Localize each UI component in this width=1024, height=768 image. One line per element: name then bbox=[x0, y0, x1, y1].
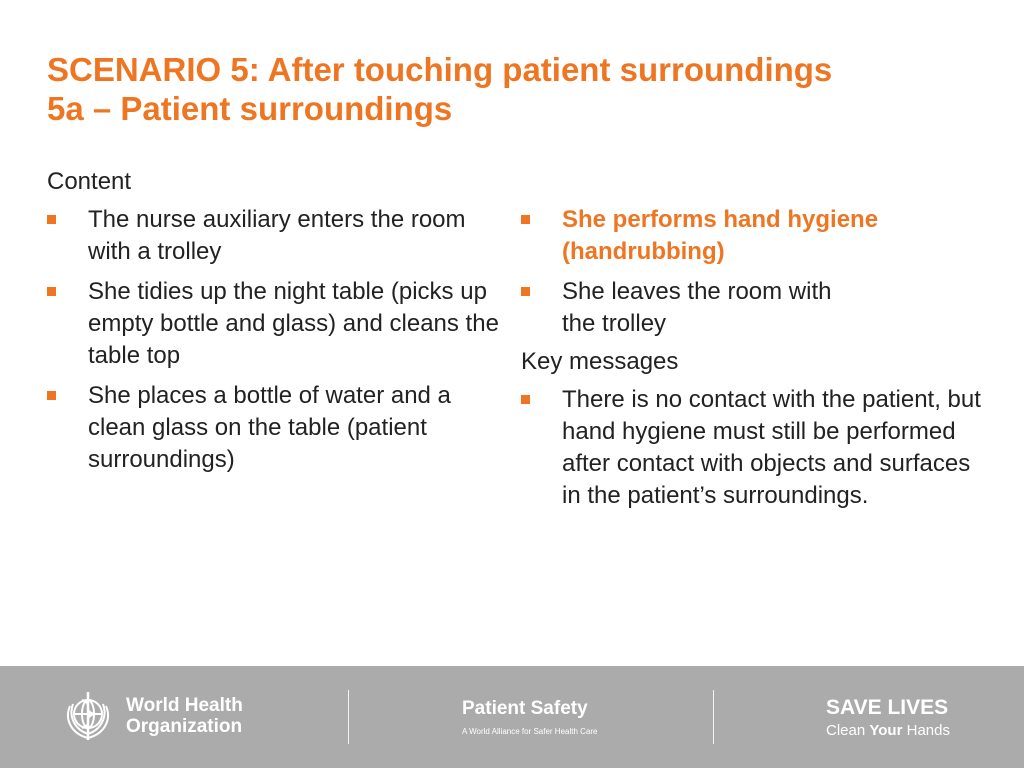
list-item: There is no contact with the patient, but hand hygiene must still be performed after contact with objects and surfaces in the patient’s surroundings. bbox=[521, 384, 991, 512]
footer-divider bbox=[348, 690, 349, 744]
bullet-square-icon bbox=[47, 287, 56, 296]
list-item: She tidies up the night table (picks up empty bottle and glass) and cleans the table top bbox=[47, 276, 507, 372]
left-column bbox=[47, 166, 507, 484]
footer-divider bbox=[713, 690, 714, 744]
patient-safety-subtitle: A World Alliance for Safer Health Care bbox=[462, 727, 598, 736]
clean-your-hands-tagline: Clean Your Hands bbox=[826, 722, 950, 739]
slide-title bbox=[47, 50, 1017, 128]
list-item: She places a bottle of water and a clean glass on the table (patient surroundings) bbox=[47, 380, 507, 476]
bullet-square-icon bbox=[47, 215, 56, 224]
list-item: The nurse auxiliary enters the room with a trolley bbox=[47, 204, 507, 268]
content-heading: Content bbox=[47, 168, 132, 195]
key-messages-heading: Key messages bbox=[521, 348, 679, 375]
key-messages-list bbox=[521, 384, 991, 512]
bullet-square-icon bbox=[521, 287, 530, 296]
action-list bbox=[521, 204, 991, 340]
list-item-highlight: She performs hand hygiene (handrubbing) bbox=[521, 204, 991, 268]
save-lives-logo bbox=[826, 696, 950, 741]
title-line-2: 5a – Patient surroundings bbox=[47, 90, 453, 127]
bullet-square-icon bbox=[521, 395, 530, 404]
who-name: World Health Organization bbox=[126, 695, 243, 737]
right-column bbox=[521, 204, 991, 520]
who-emblem-icon bbox=[58, 686, 118, 746]
patient-safety-title: Patient Safety bbox=[462, 698, 588, 719]
content-list bbox=[47, 204, 507, 476]
bullet-square-icon bbox=[47, 391, 56, 400]
patient-safety-logo bbox=[462, 698, 597, 738]
who-logo bbox=[58, 686, 243, 746]
save-lives-title: SAVE LIVES bbox=[826, 696, 949, 719]
footer-bar bbox=[0, 666, 1024, 768]
title-line-1: SCENARIO 5: After touching patient surroundings bbox=[47, 51, 833, 88]
bullet-square-icon bbox=[521, 215, 530, 224]
list-item: She leaves the room with the trolley bbox=[521, 276, 991, 340]
